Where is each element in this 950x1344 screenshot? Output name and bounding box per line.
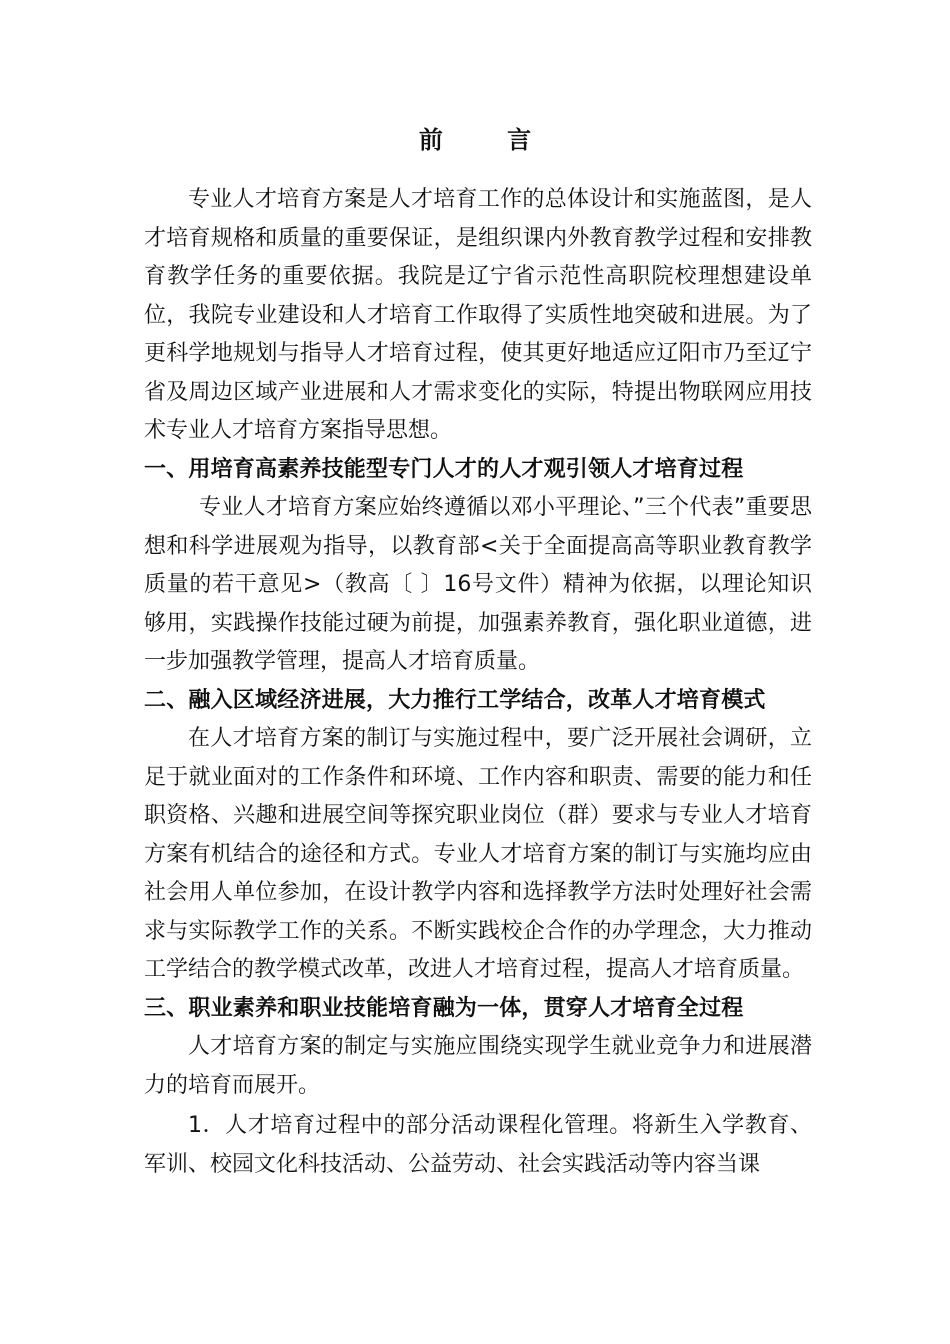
section-2-paragraph: 在人才培育方案的制订与实施过程中，要广泛开展社会调研，立足于就业面对的工作条件和环境、工作内容和职责、需要的能力和任职资格、兴趣和进展空间等探究职业岗位（群）要求与专业人才培育方案有机结合的途径和方式。专业人才培育方案的制订与实施均应由社会用人单位参加，在设计教学内容和选择教学方法时处理好社会需求与实际教学工作的关系。不断实践校企合作的办学理念，大力推动工学结合的教学模式改革，改进人才培育过程，提高人才培育质量。 [144,726,812,982]
document-body [144,181,812,1184]
section-1-paragraph: 专业人才培育方案应始终遵循以邓小平理论、”三个代表”重要思想和科学进展观为指导，以教育部<关于全面提高高等职业教育教学质量的若干意见>（教高〔 〕16号文件）精神为依据，以理论知识够用，实践操作技能过硬为前提，加强素养教育，强化职业道德，进一步加强教学管理，提高人才培育质量。 [144,495,812,674]
section-3-paragraph: 人才培育方案的制定与实施应围绕实现学生就业竞争力和进展潜力的培育而展开。 [144,1034,812,1098]
page-title: 前 言 [418,125,560,154]
section-2-heading: 二、融入区域经济进展，大力推行工学结合，改革人才培育模式 [144,687,766,713]
section-1-heading: 一、用培育高素养技能型专门人才的人才观引领人才培育过程 [144,456,744,482]
intro-paragraph: 专业人才培育方案是人才培育工作的总体设计和实施蓝图，是人才培育规格和质量的重要保证，是组织课内外教育教学过程和安排教育教学任务的重要依据。我院是辽宁省示范性高职院校理想建设单位，我院专业建设和人才培育工作取得了实质性地突破和进展。为了更科学地规划与指导人才培育过程，使其更好地适应辽阳市乃至辽宁省及周边区域产业进展和人才需求变化的实际，特提出物联网应用技术专业人才培育方案指导思想。 [144,187,812,443]
section-3-heading: 三、职业素养和职业技能培育融为一体，贯穿人才培育全过程 [144,995,744,1021]
list-item-1: 1．人才培育过程中的部分活动课程化管理。将新生入学教育、军训、校园文化科技活动、公益劳动、社会实践活动等内容当课 [144,1113,812,1177]
